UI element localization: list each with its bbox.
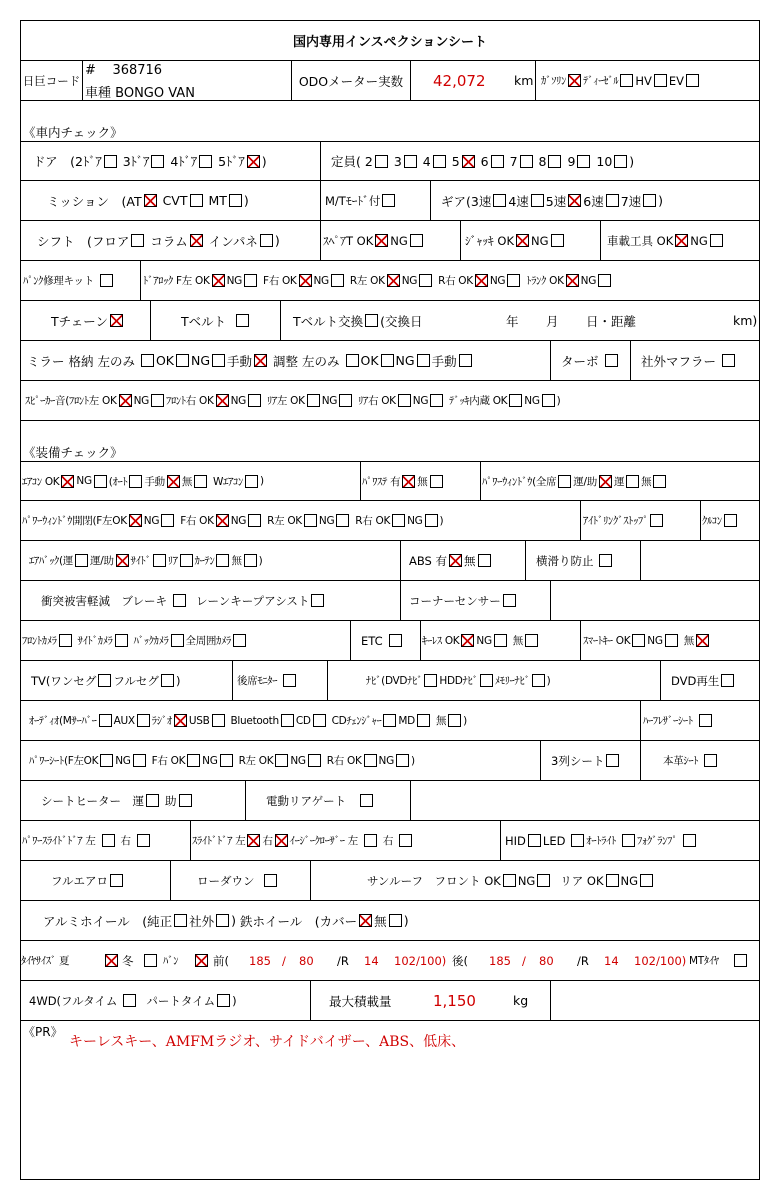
tools-cell: 車載工具 OK NG [601, 221, 759, 260]
jack-ok-checkbox[interactable] [516, 234, 529, 247]
fuel-type: ｶﾞｿﾘﾝ ﾃﾞｨｰｾﾞﾙ HV EV [536, 61, 759, 100]
mirror-fold-left-checkbox[interactable] [141, 354, 154, 367]
cap-5-checkbox[interactable] [462, 155, 475, 168]
idle-stop-cell: ｱｲﾄﾞﾘﾝｸﾞｽﾄｯﾌﾟ [581, 501, 701, 540]
radio-checkbox[interactable] [174, 714, 187, 727]
mtmode-checkbox[interactable] [382, 194, 395, 207]
hv-checkbox[interactable] [654, 74, 667, 87]
jack-ng-checkbox[interactable] [551, 234, 564, 247]
door-3-checkbox[interactable] [151, 155, 164, 168]
heater-passenger[interactable] [179, 794, 192, 807]
heater-driver[interactable] [146, 794, 159, 807]
cap-3-checkbox[interactable] [404, 155, 417, 168]
shift-cell: シフト (フロア コラム インパネ ) [21, 221, 321, 260]
spk-fl-ok[interactable] [119, 394, 132, 407]
safety-row [21, 581, 759, 621]
mtmode-cell: M/Tﾓｰﾄﾞ付 [321, 181, 431, 220]
gear-6-checkbox[interactable] [606, 194, 619, 207]
ps-rl-ng[interactable] [308, 754, 321, 767]
sd-right[interactable] [275, 834, 288, 847]
front-aspect: 80 [299, 953, 314, 968]
door-cell: ドア (2ﾄﾞｱ 3ﾄﾞｱ 4ﾄﾞｱ 5ﾄﾞｱ ) [21, 142, 321, 180]
slide-door-row [21, 821, 759, 861]
aircon-row [21, 461, 759, 501]
sunroof-rear-ok[interactable] [606, 874, 619, 887]
puncture-checkbox[interactable] [100, 274, 113, 287]
cap-4-checkbox[interactable] [433, 155, 446, 168]
rear-width: 185 [489, 953, 511, 968]
hdd-navi[interactable] [480, 674, 493, 687]
pwo-rr-ng[interactable] [425, 514, 438, 527]
gear-5-checkbox[interactable] [568, 194, 581, 207]
sunroof-cell: サンルーフ フロント OK NG リア OK NG [311, 861, 759, 900]
hid-checkbox[interactable] [528, 834, 541, 847]
camera-row [21, 621, 759, 661]
spk-fl-ng[interactable] [151, 394, 164, 407]
speaker-row [21, 381, 759, 421]
airbag-cell: ｴｱﾊﾞｯｸ(運 運/助 ｻｲﾄﾞ ﾘｱ ｶｰﾃﾝ 無 ) [21, 541, 401, 580]
aux-checkbox[interactable] [137, 714, 150, 727]
front-width: 185 [249, 953, 271, 968]
interior-section [21, 101, 759, 141]
psd-right[interactable] [137, 834, 150, 847]
spk-rr-ok[interactable] [398, 394, 411, 407]
cap-6-checkbox[interactable] [491, 155, 504, 168]
sunroof-front-ok[interactable] [503, 874, 516, 887]
lock-trunk-ng[interactable] [598, 274, 611, 287]
rear-load: 102/100) [634, 953, 687, 968]
ac-ok[interactable] [61, 475, 74, 488]
odo-cell [411, 61, 536, 100]
gear-cell: ギア(3速 4速 5速 6速 7速 ) [441, 193, 664, 209]
ps-rr-ng[interactable] [396, 754, 409, 767]
mirror-adj-ng[interactable] [417, 354, 430, 367]
mirror-adj-ok[interactable] [381, 354, 394, 367]
spk-fr-ok[interactable] [216, 394, 229, 407]
navi-cell: ﾅﾋﾞ(DVDﾅﾋﾞ HDDﾅﾋﾞ ﾒﾓﾘｰﾅﾋﾞ ) [328, 661, 661, 700]
powersteering-cell: ﾊﾟﾜｽﾃ 有 無 [361, 462, 481, 500]
ps-none[interactable] [430, 475, 443, 488]
audio-row [21, 701, 759, 741]
mt-tire-checkbox[interactable] [734, 954, 747, 967]
ps-fr-ok[interactable] [187, 754, 200, 767]
half-leather-cell: ﾊｰﾌﾚｻﾞｰｼｰﾄ [641, 701, 759, 740]
spk-fr-ng[interactable] [248, 394, 261, 407]
brake-lane-cell: 衝突被害軽減 ブレーキ レーンキープアシスト [21, 581, 401, 620]
mission-row [21, 181, 759, 221]
smartkey-none[interactable] [696, 634, 709, 647]
seat-heater-cell: シートヒーター 運 助 [21, 781, 246, 820]
cap-8-checkbox[interactable] [548, 155, 561, 168]
cruise-cell: ｸﾙｺﾝ [701, 501, 759, 540]
tire-winter[interactable] [144, 954, 157, 967]
aero-row [21, 861, 759, 901]
corner-cell: コーナーセンサー [401, 581, 551, 620]
tbelt-exchange-cell: Tベルト交換 (交換日 年 月 日・距離 km) [293, 313, 758, 329]
header-row [21, 61, 759, 101]
keyless-ok[interactable] [461, 634, 474, 647]
cruise-checkbox[interactable] [724, 514, 737, 527]
keyless-cell: ｷｰﾚｽ OK NG 無 [421, 621, 581, 660]
power-slide-cell: ﾊﾟﾜｰｽﾗｲﾄﾞﾄﾞｱ 左 右 [21, 821, 191, 860]
mirror-adj-manual[interactable] [459, 354, 472, 367]
mission-cell: ミッション (AT CVT MT ) [21, 181, 321, 220]
tv-row [21, 661, 759, 701]
inspection-sheet [20, 20, 760, 1180]
diesel-checkbox[interactable] [620, 74, 633, 87]
lock-rr-ng[interactable] [507, 274, 520, 287]
wheel-cell: アルミホイール (純正 社外 ) 鉄ホイール (カバー 無 ) [43, 913, 409, 929]
max-load-cell [311, 981, 551, 1020]
side-camera[interactable] [115, 634, 128, 647]
4wd-cell: 4WD(フルタイム パートタイム ) [21, 981, 311, 1020]
tire-summer[interactable] [105, 954, 118, 967]
sunroof-front-ng[interactable] [537, 874, 550, 887]
keyless-none[interactable] [525, 634, 538, 647]
capacity-cell: 定員( 2 3 4 5 6 7 8 9 10 ) [331, 153, 635, 169]
lock-trunk-ok[interactable] [566, 274, 579, 287]
oneseg-checkbox[interactable] [98, 674, 111, 687]
odo-value: 42,072 [433, 71, 486, 90]
ev-checkbox[interactable] [686, 74, 699, 87]
gear-7-checkbox[interactable] [643, 194, 656, 207]
foglamp-checkbox[interactable] [683, 834, 696, 847]
back-camera[interactable] [171, 634, 184, 647]
airbag-row [21, 541, 759, 581]
vehicle-info [83, 61, 292, 100]
alu-genuine[interactable] [174, 914, 187, 927]
lights-cell: HID LED ｵｰﾄﾗｲﾄ ﾌｫｸﾞﾗﾝﾌﾟ [501, 821, 759, 860]
max-load-value: 1,150 [433, 991, 476, 1010]
abs-yes[interactable] [449, 554, 462, 567]
seat-heater-row [21, 781, 759, 821]
pw-operation-row [21, 501, 759, 541]
parttime-checkbox[interactable] [217, 994, 230, 1007]
cap-10-checkbox[interactable] [614, 155, 627, 168]
ez-left[interactable] [364, 834, 377, 847]
lock-fl-ok[interactable] [212, 274, 225, 287]
odo-label: ODOメーター実数 [292, 61, 411, 100]
pw-operation-cell: ﾊﾟﾜｰｳｨﾝﾄﾞｳ開閉(F左OK NG F右 OK NG R左 OK NG R右 OK NG ) [21, 501, 581, 540]
spk-rr-ng[interactable] [430, 394, 443, 407]
smartkey-ng[interactable] [665, 634, 678, 647]
spk-rl-ng[interactable] [339, 394, 352, 407]
msrv-checkbox[interactable] [99, 714, 112, 727]
airbag-none[interactable] [244, 554, 257, 567]
aero-checkbox[interactable] [110, 874, 123, 887]
pwo-rr-ok[interactable] [392, 514, 405, 527]
spare-ok-checkbox[interactable] [375, 234, 388, 247]
abs-cell: ABS 有 無 [401, 541, 526, 580]
bluetooth-checkbox[interactable] [281, 714, 294, 727]
puncture-cell: ﾊﾟﾝｸ修理キット [21, 261, 141, 300]
skid-cell: 横滑り防止 [526, 541, 641, 580]
door-4-checkbox[interactable] [199, 155, 212, 168]
cd-changer-checkbox[interactable] [383, 714, 396, 727]
camera-cell: ﾌﾛﾝﾄｶﾒﾗ ｻｲﾄﾞｶﾒﾗ ﾊﾞｯｸｶﾒﾗ 全周囲ｶﾒﾗ [21, 621, 351, 660]
spk-deck-ng[interactable] [542, 394, 555, 407]
pw-all[interactable] [558, 475, 571, 488]
mirror-row [21, 341, 759, 381]
lock-fr-ok[interactable] [299, 274, 312, 287]
pw-driver-passenger[interactable] [599, 475, 612, 488]
front-load: 102/100) [394, 953, 447, 968]
skid-checkbox[interactable] [599, 554, 612, 567]
front-camera[interactable] [59, 634, 72, 647]
smartkey-ok[interactable] [632, 634, 645, 647]
tire-row [21, 941, 759, 981]
lock-fl-ng[interactable] [244, 274, 257, 287]
tire-van[interactable] [195, 954, 208, 967]
airbag-side[interactable] [153, 554, 166, 567]
at-checkbox[interactable] [144, 194, 157, 207]
keyless-ng[interactable] [494, 634, 507, 647]
inpane-checkbox[interactable] [260, 234, 273, 247]
mirror-fold-ok[interactable] [176, 354, 189, 367]
equipment-heading: 《装備チェック》 [23, 445, 123, 460]
tv-cell: TV(ワンセグ フルセグ ) [21, 661, 233, 700]
max-load-label: 最大積載量 [329, 993, 392, 1009]
max-load-unit: kg [513, 993, 529, 1008]
speaker-cell: ｽﾋﾟｰｶｰ音(ﾌﾛﾝﾄ左 OK NG ﾌﾛﾝﾄ右 OK NG ﾘｱ左 OK NG ﾘｱ右 OK NG ﾃﾞｯｷ内蔵 OK NG ) [25, 394, 561, 407]
code-label: 日巨コード [21, 61, 83, 100]
smartkey-cell: ｽﾏｰﾄｷｰ OK NG 無 [581, 621, 759, 660]
spk-rl-ok[interactable] [307, 394, 320, 407]
memory-navi[interactable] [532, 674, 545, 687]
door-row [21, 141, 759, 181]
lock-rl-ng[interactable] [419, 274, 432, 287]
pr-text: キーレスキー、AMFMラジオ、サイドバイザー、ABS、低床、 [69, 1034, 466, 1050]
sheet-title: 国内専用インスペクションシート [292, 35, 488, 50]
wheel-row [21, 901, 759, 941]
door-5-checkbox[interactable] [247, 155, 260, 168]
idle-stop-checkbox[interactable] [650, 514, 663, 527]
cap-7-checkbox[interactable] [520, 155, 533, 168]
ps-rl-ok[interactable] [275, 754, 288, 767]
steel-cover[interactable] [359, 914, 372, 927]
sunroof-rear-ng[interactable] [640, 874, 653, 887]
gas-checkbox[interactable] [568, 74, 581, 87]
tools-ok-checkbox[interactable] [675, 234, 688, 247]
ps-fr-ng[interactable] [220, 754, 233, 767]
spk-deck-ok[interactable] [509, 394, 522, 407]
ac-w[interactable] [245, 475, 258, 488]
around-camera[interactable] [233, 634, 246, 647]
tbelt-cell: Tベルト [151, 301, 281, 340]
third-row-cell: 3列シート [541, 741, 641, 780]
column-checkbox[interactable] [190, 234, 203, 247]
power-seat-row [21, 741, 759, 781]
power-seat-cell: ﾊﾟﾜｰｼｰﾄ(F左OK NG F右 OK NG R左 OK NG R右 OK NG ) [21, 741, 541, 780]
corner-checkbox[interactable] [503, 594, 516, 607]
pwo-fr-ok[interactable] [216, 514, 229, 527]
muffler-checkbox[interactable] [722, 354, 735, 367]
rear-rim: 14 [604, 953, 619, 968]
ac-ng[interactable] [94, 475, 107, 488]
cd-checkbox[interactable] [313, 714, 326, 727]
mirror-cell: ミラー 格納 左のみ OK NG 手動 調整 左のみ OK NG 手動 [21, 341, 551, 380]
dvd-checkbox[interactable] [721, 674, 734, 687]
ps-yes[interactable] [402, 475, 415, 488]
title-row [21, 21, 759, 61]
gear-4-checkbox[interactable] [531, 194, 544, 207]
leather-cell: 本革ｼｰﾄ [641, 741, 759, 780]
drive-row [21, 981, 759, 1021]
ps-rr-ok[interactable] [364, 754, 377, 767]
turbo-cell: ターボ [551, 341, 631, 380]
front-rim: 14 [364, 953, 379, 968]
autolight-checkbox[interactable] [622, 834, 635, 847]
airbag-curtain[interactable] [216, 554, 229, 567]
cvt-checkbox[interactable] [190, 194, 203, 207]
brake-checkbox[interactable] [173, 594, 186, 607]
ps-fl-ng[interactable] [133, 754, 146, 767]
lowdown-cell: ローダウン [171, 861, 311, 900]
timing-row [21, 301, 759, 341]
pr-heading: 《PR》 [23, 1025, 63, 1039]
odo-unit: km [514, 73, 534, 88]
floor-checkbox[interactable] [131, 234, 144, 247]
door-2-checkbox[interactable] [104, 155, 117, 168]
leather-checkbox[interactable] [704, 754, 717, 767]
pwo-fl-ng[interactable] [161, 514, 174, 527]
tools-ng-checkbox[interactable] [710, 234, 723, 247]
slide-easy-cell: ｽﾗｲﾄﾞﾄﾞｱ 左 右 ｲｰｼﾞｰｸﾛｰｻﾞｰ 左 右 [191, 821, 501, 860]
rear-monitor-checkbox[interactable] [283, 674, 296, 687]
pwo-fr-ng[interactable] [248, 514, 261, 527]
mt-checkbox[interactable] [229, 194, 242, 207]
pw-driver[interactable] [626, 475, 639, 488]
jack-cell: ｼﾞｬｯｷ OK NG [461, 221, 601, 260]
spare-cell: ｽﾍﾟｱT OK NG [321, 221, 461, 260]
pw-none[interactable] [653, 475, 666, 488]
tchain-cell: Tチェーン [21, 301, 151, 340]
pwo-rl-ng[interactable] [336, 514, 349, 527]
third-row-checkbox[interactable] [606, 754, 619, 767]
half-leather-checkbox[interactable] [699, 714, 712, 727]
cap-2-checkbox[interactable] [375, 155, 388, 168]
mirror-fold-manual[interactable] [254, 354, 267, 367]
etc-checkbox[interactable] [389, 634, 402, 647]
turbo-checkbox[interactable] [605, 354, 618, 367]
aero-cell: フルエアロ [21, 861, 171, 900]
md-checkbox[interactable] [417, 714, 430, 727]
ac-auto[interactable] [129, 475, 142, 488]
airbag-rear[interactable] [180, 554, 193, 567]
equipment-section [21, 421, 759, 461]
aircon-cell: ｴｱｺﾝ OK NG (ｵｰﾄ 手動 無 Wｴｱｺﾝ ) [21, 462, 361, 500]
airbag-driver[interactable] [75, 554, 88, 567]
steel-none[interactable] [389, 914, 402, 927]
pr-row [21, 1021, 759, 1179]
muffler-cell: 社外マフラー [631, 341, 759, 380]
gear-3-checkbox[interactable] [493, 194, 506, 207]
tire-cell: ﾀｲﾔｻｲｽﾞ 夏 冬 ﾊﾞﾝ 前( 185 / 80 /R 14 102/100) 後( 185 / 80 /R 14 102/100) MTﾀｲﾔ [21, 941, 759, 980]
lock-rr-ok[interactable] [475, 274, 488, 287]
ac-manual[interactable] [167, 475, 180, 488]
ps-fl-ok[interactable] [100, 754, 113, 767]
lock-fr-ng[interactable] [331, 274, 344, 287]
ez-right[interactable] [399, 834, 412, 847]
stock-number: 368716 [112, 63, 163, 78]
interior-heading: 《車内チェック》 [23, 125, 123, 140]
lock-rl-ok[interactable] [387, 274, 400, 287]
usb-checkbox[interactable] [212, 714, 225, 727]
audio-cell: ｵｰﾃﾞｨｵ(Mｻｰﾊﾞｰ AUX ﾗｼﾞｵ USB Bluetooth CD CDﾁｪﾝｼﾞｬｰ MD 無 ) [21, 701, 641, 740]
rear-aspect: 80 [539, 953, 554, 968]
pwo-rl-ok[interactable] [304, 514, 317, 527]
tchain-checkbox[interactable] [110, 314, 123, 327]
model-label: 車種 [85, 86, 112, 101]
airbag-driver-passenger[interactable] [116, 554, 129, 567]
mirror-fold-ng[interactable] [212, 354, 225, 367]
lane-checkbox[interactable] [311, 594, 324, 607]
number-label: # [85, 63, 96, 78]
tbelt-checkbox[interactable] [236, 314, 249, 327]
audio-none-checkbox[interactable] [448, 714, 461, 727]
model-value: BONGO VAN [115, 86, 195, 101]
sd-left[interactable] [247, 834, 260, 847]
doorlock-cell: ﾄﾞｱﾛｯｸ F左 OK NG F右 OK NG R左 OK NG R右 OK NG ﾄﾗﾝｸ OK NG [141, 261, 759, 300]
powerwindow-cell: ﾊﾟﾜｰｳｨﾝﾄﾞｳ(全席 運/助 運 無 [481, 462, 759, 500]
rear-gate-cell: 電動リアゲート [246, 781, 411, 820]
rear-monitor-cell: 後席ﾓﾆﾀｰ [233, 661, 328, 700]
shift-row [21, 221, 759, 261]
fullseg-checkbox[interactable] [161, 674, 174, 687]
abs-none[interactable] [478, 554, 491, 567]
rear-gate-checkbox[interactable] [360, 794, 373, 807]
psd-left[interactable] [102, 834, 115, 847]
spare-ng-checkbox[interactable] [410, 234, 423, 247]
cap-9-checkbox[interactable] [577, 155, 590, 168]
etc-cell: ETC [351, 621, 421, 660]
tbelt-exchange-checkbox[interactable] [365, 314, 378, 327]
ac-none[interactable] [194, 475, 207, 488]
fulltime-checkbox[interactable] [123, 994, 136, 1007]
dvd-navi[interactable] [424, 674, 437, 687]
lowdown-checkbox[interactable] [264, 874, 277, 887]
mirror-adj-left-checkbox[interactable] [346, 354, 359, 367]
pwo-fl-ok[interactable] [129, 514, 142, 527]
led-checkbox[interactable] [571, 834, 584, 847]
dvd-cell: DVD再生 [661, 661, 759, 700]
alu-aftermarket[interactable] [216, 914, 229, 927]
doorlock-row [21, 261, 759, 301]
